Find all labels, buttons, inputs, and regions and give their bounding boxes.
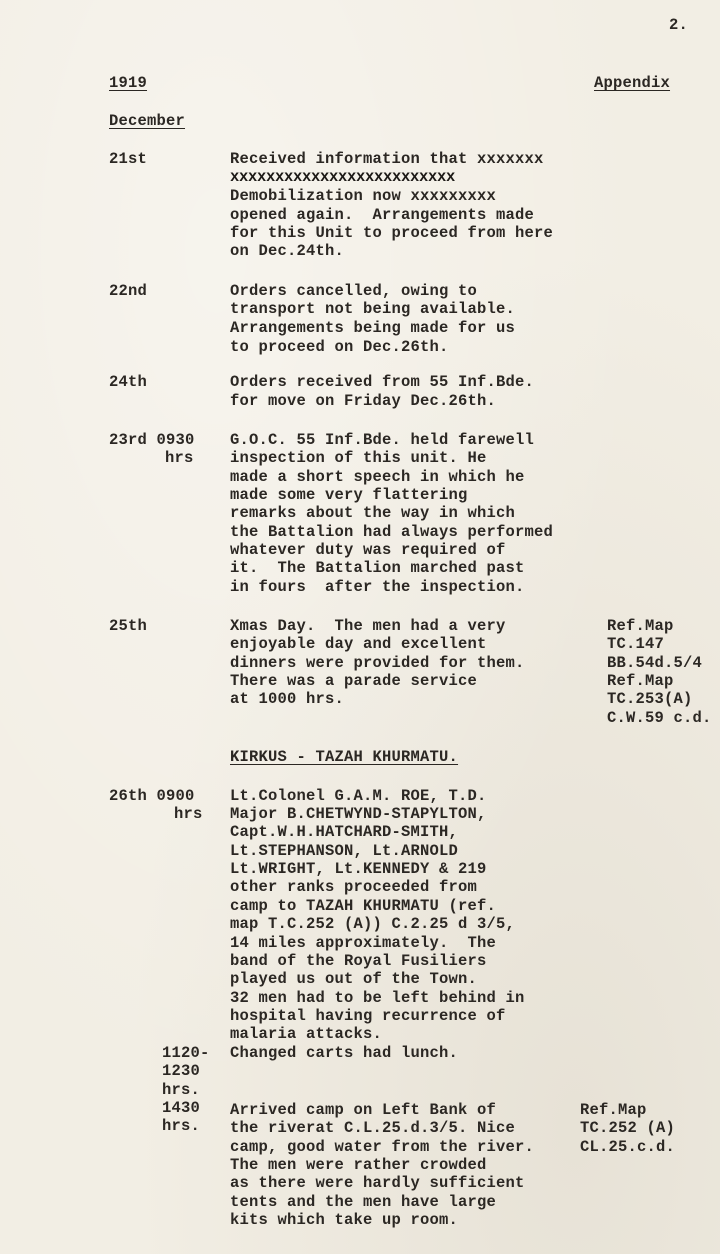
entry-line: map T.C.252 (A)) C.2.25 d 3/5, — [230, 915, 516, 933]
entry-line: inspection of this unit. He — [230, 449, 487, 467]
map-ref-line: CL.25.c.d. — [580, 1138, 676, 1156]
entry-line: The men were rather crowded — [230, 1156, 487, 1174]
entry-time: hrs — [165, 449, 194, 467]
entry-line: made a short speech in which he — [230, 468, 525, 486]
entry-line: G.O.C. 55 Inf.Bde. held farewell — [230, 431, 535, 449]
entry-line: Changed carts had lunch. — [230, 1044, 459, 1062]
entry-line: opened again. Arrangements made — [230, 206, 535, 224]
entry-line: hospital having recurrence of — [230, 1007, 506, 1025]
entry-line: at 1000 hrs. — [230, 690, 345, 708]
entry-line: the riverat C.L.25.d.3/5. Nice — [230, 1119, 516, 1137]
entry-line: played us out of the Town. — [230, 970, 478, 988]
entry-time: hrs. — [162, 1117, 201, 1135]
map-ref-line: BB.54d.5/4 — [607, 654, 703, 672]
entry-line: the Battalion had always performed — [230, 523, 554, 541]
entry-line: Demobilization now xxxxxxxxx — [230, 187, 497, 205]
entry-time: 1120- — [162, 1044, 210, 1062]
entry-line: Orders received from 55 Inf.Bde. — [230, 373, 535, 391]
entry-line: in fours after the inspection. — [230, 578, 525, 596]
entry-line: Capt.W.H.HATCHARD-SMITH, — [230, 823, 459, 841]
entry-line: 14 miles approximately. The — [230, 934, 497, 952]
entry-line: enjoyable day and excellent — [230, 635, 487, 653]
entry-time: 1430 — [162, 1099, 201, 1117]
entry-time: 1230 — [162, 1062, 201, 1080]
map-ref-line: Ref.Map — [607, 672, 674, 690]
entry-line: Received information that xxxxxxx — [230, 150, 544, 168]
map-ref-line: TC.252 (A) — [580, 1119, 676, 1137]
entry-line: camp, good water from the river. — [230, 1138, 535, 1156]
entry-date: 23rd 0930 — [109, 431, 195, 449]
entry-line: Lt.Colonel G.A.M. ROE, T.D. — [230, 787, 487, 805]
entry-line: There was a parade service — [230, 672, 478, 690]
entry-line: Lt.WRIGHT, Lt.KENNEDY & 219 — [230, 860, 487, 878]
entry-line: other ranks proceeded from — [230, 878, 478, 896]
entry-line: malaria attacks. — [230, 1025, 383, 1043]
entry-line: it. The Battalion marched past — [230, 559, 525, 577]
month-heading: December — [109, 112, 186, 130]
entry-time: hrs — [174, 805, 203, 823]
entry-line: on Dec.24th. — [230, 242, 345, 260]
entry-line: band of the Royal Fusiliers — [230, 952, 487, 970]
entry-date: 25th — [109, 617, 148, 635]
map-ref-line: TC.147 — [607, 635, 665, 653]
entry-line: Arrived camp on Left Bank of — [230, 1101, 497, 1119]
entry-line: Orders cancelled, owing to — [230, 282, 478, 300]
entry-line: for this Unit to proceed from here — [230, 224, 554, 242]
entry-time: hrs. — [162, 1081, 201, 1099]
section-title: KIRKUS - TAZAH KHURMATU. — [230, 748, 459, 766]
entry-line: Major B.CHETWYND-STAPYLTON, — [230, 805, 487, 823]
entry-date: 26th 0900 — [109, 787, 195, 805]
map-ref-line: Ref.Map — [607, 617, 674, 635]
entry-line-struck: xxxxxxxxxxxxxxxxxxxxxxxxx — [230, 168, 456, 186]
entry-date: 21st — [109, 150, 148, 168]
entry-date: 22nd — [109, 282, 148, 300]
page-number: 2. — [669, 16, 689, 34]
entry-date: 24th — [109, 373, 148, 391]
map-ref-line: Ref.Map — [580, 1101, 647, 1119]
entry-line: dinners were provided for them. — [230, 654, 525, 672]
entry-line: Lt.STEPHANSON, Lt.ARNOLD — [230, 842, 459, 860]
appendix-heading: Appendix — [594, 74, 671, 92]
entry-line: Xmas Day. The men had a very — [230, 617, 506, 635]
entry-line: Arrangements being made for us — [230, 319, 516, 337]
map-ref-line: TC.253(A) — [607, 690, 693, 708]
year-heading: 1919 — [109, 74, 148, 92]
entry-line: transport not being available. — [230, 300, 516, 318]
entry-line: tents and the men have large — [230, 1193, 497, 1211]
entry-line: to proceed on Dec.26th. — [230, 338, 449, 356]
entry-line: made some very flattering — [230, 486, 468, 504]
entry-line: whatever duty was required of — [230, 541, 506, 559]
entry-line: kits which take up room. — [230, 1211, 459, 1229]
entry-line: as there were hardly sufficient — [230, 1174, 525, 1192]
entry-line: for move on Friday Dec.26th. — [230, 392, 497, 410]
entry-line: remarks about the way in which — [230, 504, 516, 522]
entry-line: 32 men had to be left behind in — [230, 989, 525, 1007]
map-ref-line: C.W.59 c.d. — [607, 709, 712, 727]
entry-line: camp to TAZAH KHURMATU (ref. — [230, 897, 497, 915]
